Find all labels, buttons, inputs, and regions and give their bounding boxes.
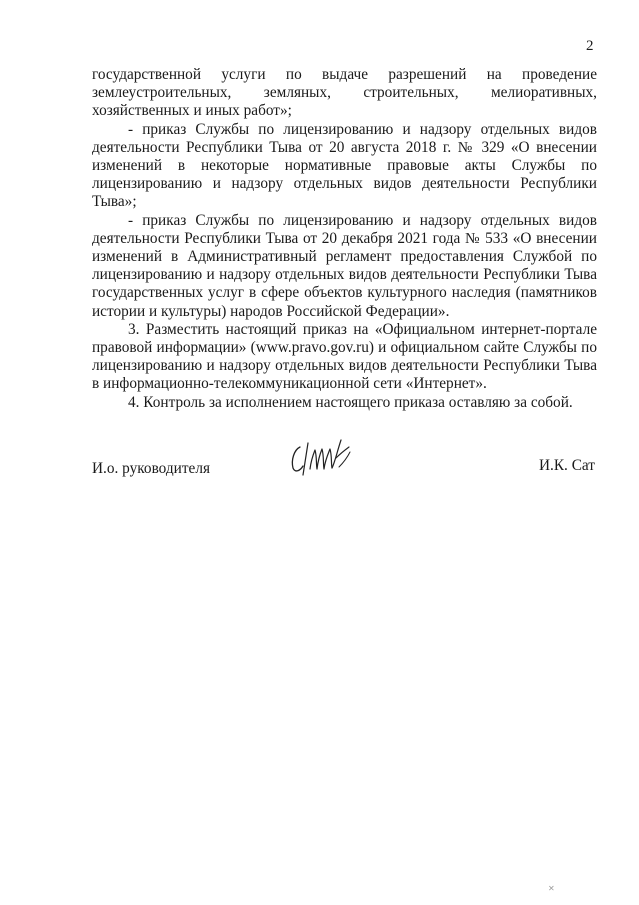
paragraph: 3. Разместить настоящий приказ на «Официальном интернет-портале правовой информации» (www.pravo.gov.ru) и официальном сайте Службы по лицензированию и надзору отдельных видов деятельности Республики Тыва в информационно-телекоммуникационной сети «Интернет». bbox=[92, 320, 597, 393]
paragraph: - приказ Службы по лицензированию и надзору отдельных видов деятельности Республики Тыва от 20 декабря 2021 года № 533 «О внесении изменений в Административный регламент предоставления Службой по лицензированию и надзору отдельных видов деятельности Республики Тыва государственных услуг в сфере объектов культурного наследия (памятников истории и культуры) народов Российской Федерации». bbox=[92, 211, 597, 320]
paragraph: государственной услуги по выдаче разрешений на проведение землеустроительных, земляных, строительных, мелиоративных, хозяйственных и иных работ»; bbox=[92, 66, 597, 120]
signature-block bbox=[92, 448, 597, 488]
page-number: 2 bbox=[586, 38, 594, 54]
handwritten-signature bbox=[287, 434, 357, 478]
document-body bbox=[92, 66, 597, 412]
paragraph: 4. Контроль за исполнением настоящего приказа оставляю за собой. bbox=[128, 393, 573, 411]
signatory-name: И.К. Сат bbox=[538, 457, 595, 474]
scan-corner-mark: ✕ bbox=[548, 884, 555, 893]
paragraph: - приказ Службы по лицензированию и надзору отдельных видов деятельности Республики Тыва от 20 августа 2018 г. № 329 «О внесении изменений в некоторые нормативные правовые акты Службы по лицензированию и надзору отдельных видов деятельности Республики Тыва»; bbox=[92, 120, 597, 211]
signatory-role: И.о. руководителя bbox=[92, 460, 211, 477]
